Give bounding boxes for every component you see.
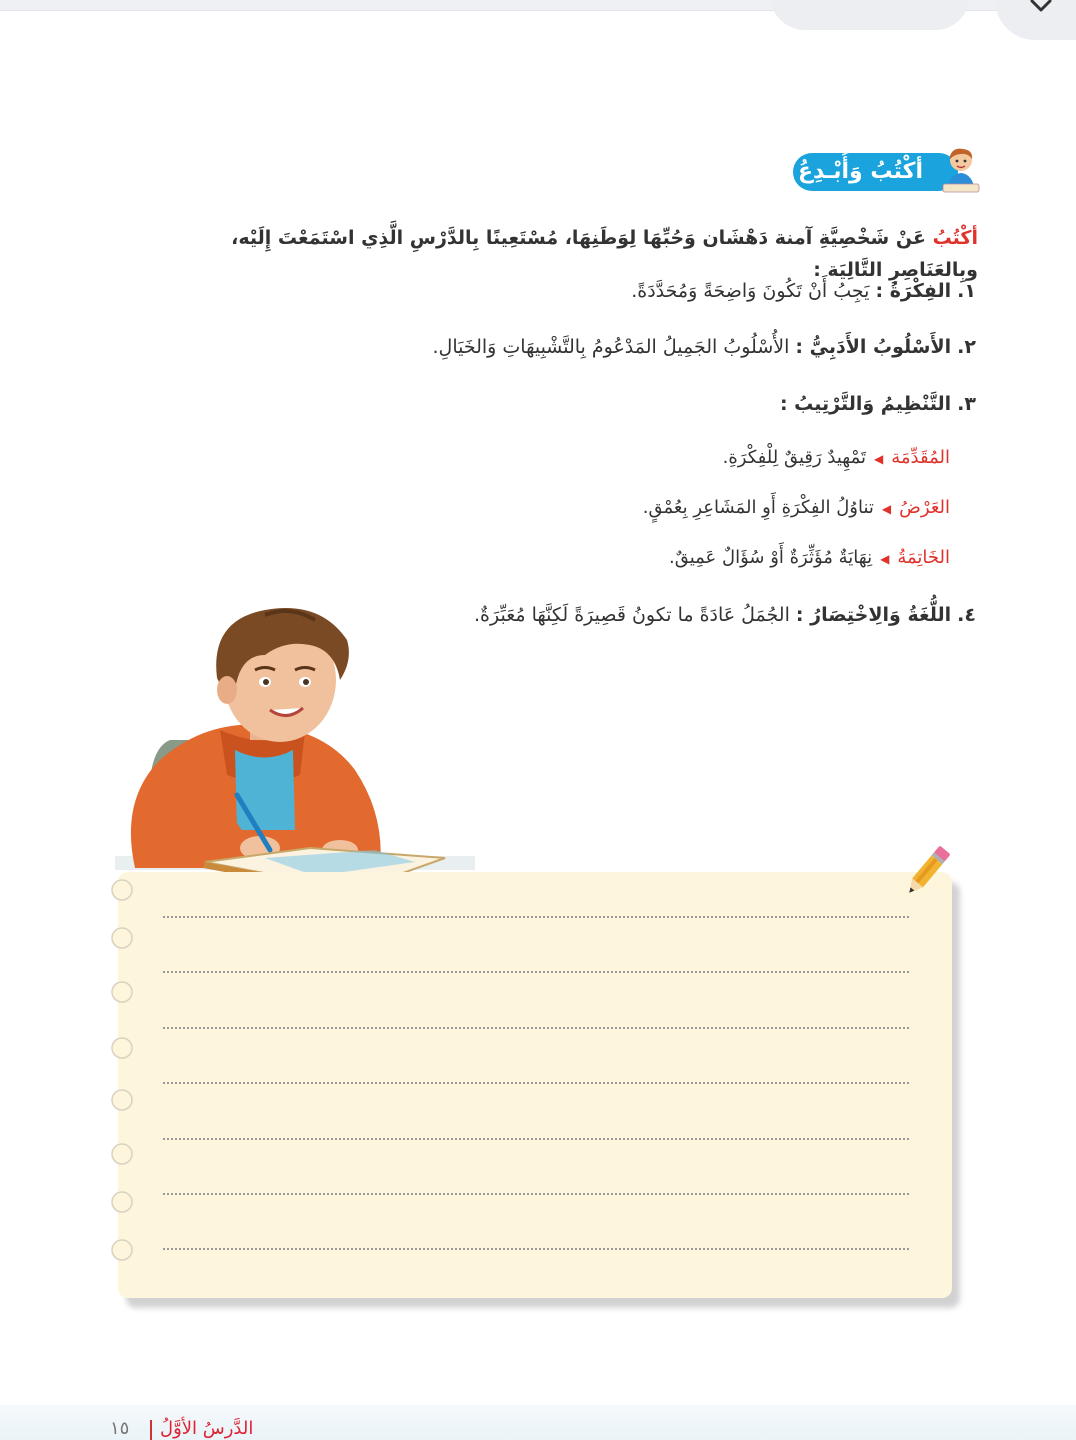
item-key: الأَسْلُوبُ الأَدَبِيُّ : — [795, 336, 952, 358]
item-key: الفِكْرَةُ : — [875, 280, 952, 302]
section-badge — [793, 150, 981, 196]
intro-lead: أكْتُبُ — [932, 227, 978, 249]
writing-line[interactable] — [163, 1248, 909, 1250]
top-pill-button[interactable] — [770, 0, 970, 30]
pencil-icon — [902, 842, 954, 902]
sub-item — [723, 443, 950, 474]
writing-kid-icon — [941, 146, 981, 194]
intro-rest: عَنْ شَخْصِيَّةِ آمنة دَهْشَان وَحُبِّهَا لِوَطَنِهَا، مُسْتَعِينًا بِالدَّرْسِ الَّذِي اسْتَمَعْتَ إِلَيْه، وبِالعَنَاصِرِ التَّالِيَة : — [231, 227, 978, 281]
writing-area[interactable] — [118, 872, 952, 1298]
badge-title: أكْتُبُ وَأُبْـدِعُ — [793, 153, 958, 191]
item-number: ١. — [957, 280, 976, 302]
item-text: الأُسْلُوبُ الجَمِيلُ المَدْعُومُ بِالتَّشْبِيهَاتِ وَالخَيَالِ. — [432, 336, 790, 358]
list-item — [474, 600, 976, 630]
sub-item — [669, 543, 950, 574]
list-item — [631, 276, 976, 306]
list-item — [432, 332, 976, 362]
item-key: اللُّغَةُ وَالِاخْتِصَارُ : — [795, 604, 952, 626]
page-number: ١٥ — [110, 1418, 130, 1439]
arrow-icon: ◀ — [880, 552, 890, 566]
sub-item-text: تناوُلُ الفِكْرَةِ أَوِ المَشَاعِرِ بِعُمْقٍ. — [642, 497, 874, 518]
arrow-icon: ◀ — [874, 452, 884, 466]
writing-line[interactable] — [163, 1082, 909, 1084]
writing-line[interactable] — [163, 1193, 909, 1195]
writing-line[interactable] — [163, 916, 909, 918]
footer-divider — [150, 1420, 152, 1440]
item-text: يَجِبُ أَنْ تَكُونَ وَاضِحَةً وَمُحَدَّدَةً. — [631, 280, 870, 302]
writing-line[interactable] — [163, 1138, 909, 1140]
sub-item-key: الخَاتِمَةُ — [897, 547, 950, 568]
item-key: التَّنْظِيمُ وَالتَّرْتِيبُ : — [779, 393, 952, 415]
writing-line[interactable] — [163, 971, 909, 973]
writing-line[interactable] — [163, 1027, 909, 1029]
sub-item — [643, 493, 950, 524]
sub-item-text: تَمْهِيدٌ رَقِيقٌ لِلْفِكْرَةِ. — [722, 447, 867, 468]
item-number: ٣. — [957, 393, 976, 415]
boy-writing-illustration — [115, 600, 475, 900]
item-text: الجُمَلُ عَادَةً ما تكونُ قَصِيرَةً لَكِنَّهَا مُعَبِّرَةٌ. — [474, 604, 790, 626]
chevron-down-icon[interactable] — [1030, 0, 1052, 12]
sub-item-key: المُقَدِّمَة — [891, 447, 950, 468]
note-spiral-edge — [108, 872, 138, 1298]
footer-lesson-title: الدَّرسُ الأوَّلُ — [160, 1418, 254, 1439]
sub-item-key: العَرْضُ — [899, 497, 950, 518]
item-number: ٤. — [957, 604, 976, 626]
arrow-icon: ◀ — [881, 502, 892, 516]
sub-item-text: نِهَايَةٌ مُؤَثِّرَةٌ أَوْ سُؤَالٌ عَمِيقٌ. — [668, 547, 873, 568]
item-number: ٢. — [957, 336, 976, 358]
list-item — [780, 389, 976, 419]
